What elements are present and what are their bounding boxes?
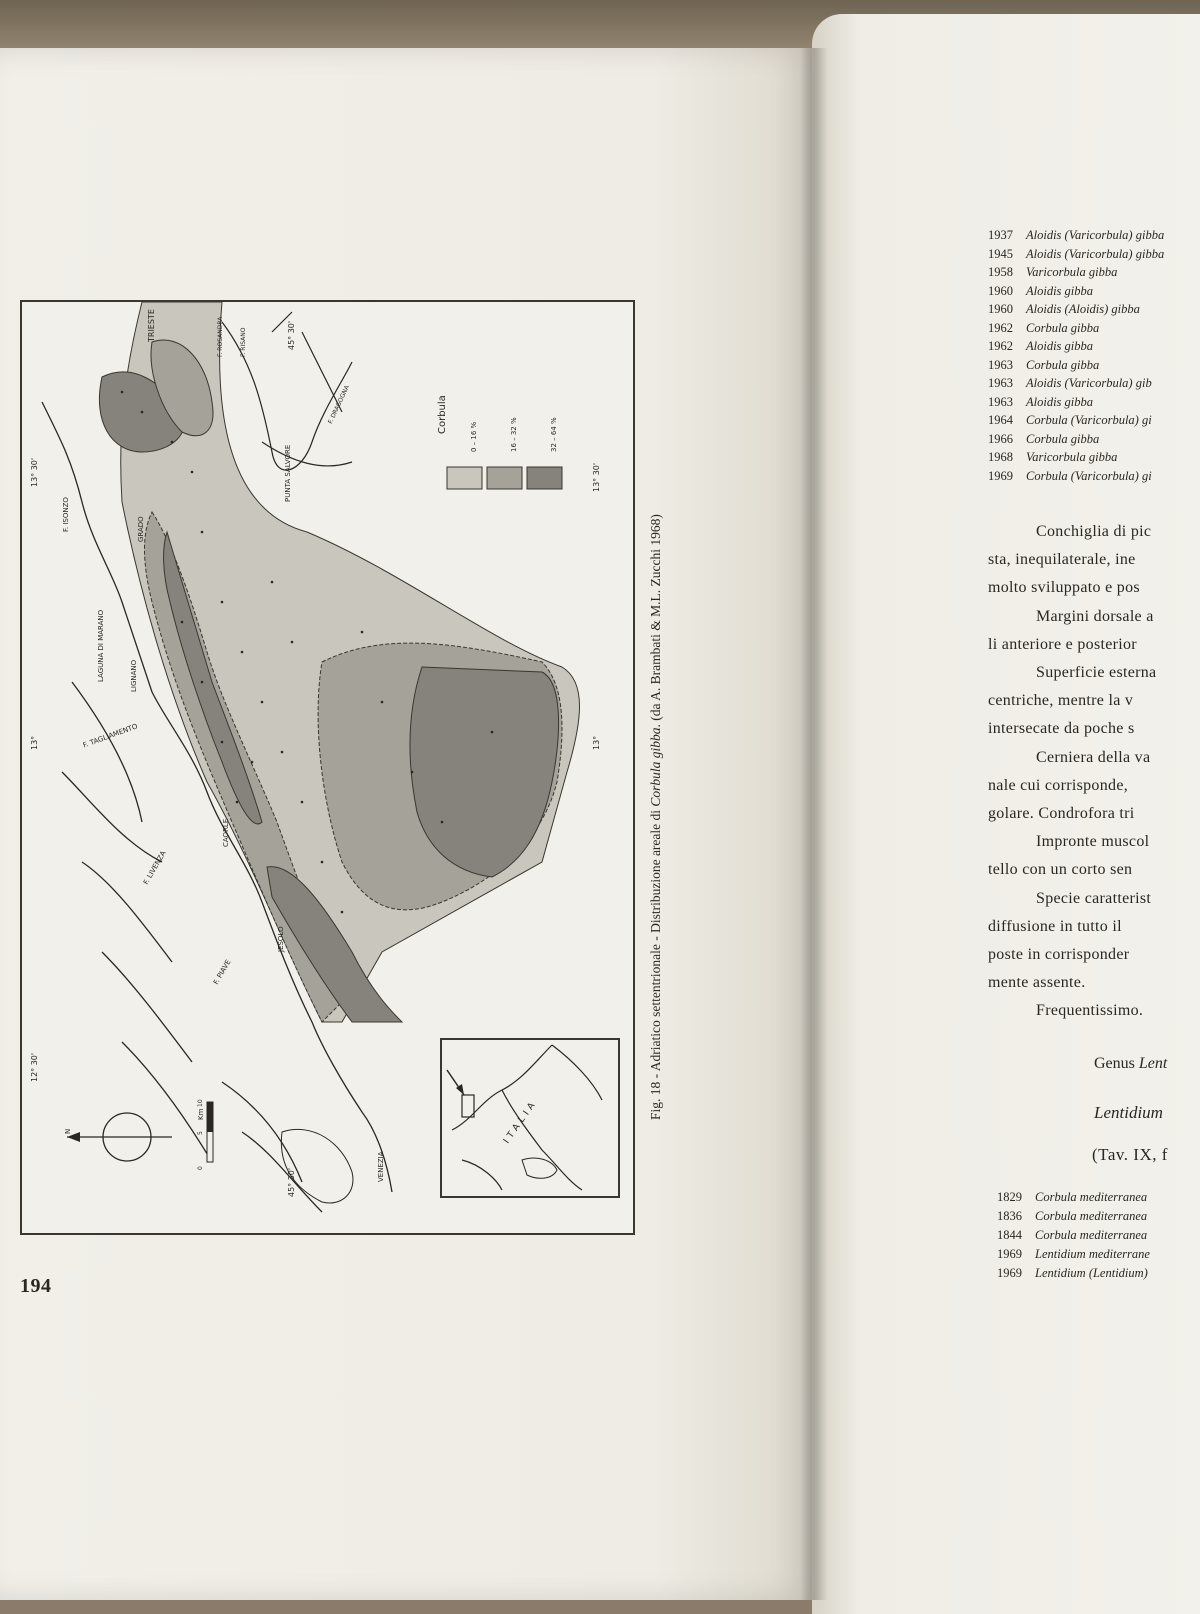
body-line: molto sviluppato e pos <box>988 579 1140 597</box>
body-line: diffusione in tutto il <box>988 917 1122 935</box>
list-item: 1937 Aloidis (Varicorbula) gibba <box>988 228 1165 242</box>
label-tagliamento: F. TAGLIAMENTO <box>82 722 139 750</box>
coord-lon-1330-left: 13° 30' <box>30 457 39 487</box>
list-item: 1958 Varicorbula gibba <box>988 265 1118 279</box>
label-lignano: LIGNANO <box>130 659 138 692</box>
compass-icon <box>67 1113 172 1161</box>
coord-lon-1330-right: 13° 30' <box>592 462 601 492</box>
scale-label: Km <box>197 1108 205 1120</box>
description-body <box>988 518 1200 1026</box>
list-item: 1836 Corbula mediterranea <box>997 1209 1148 1223</box>
list-item: 1960 Aloidis (Aloidis) gibba <box>988 302 1140 316</box>
list-item: 1964 Corbula (Varicorbula) gi <box>988 413 1152 427</box>
coord-lon-13-right: 13° <box>592 735 601 750</box>
figure-caption <box>648 514 664 1120</box>
body-line: Superficie esterna <box>1036 664 1157 682</box>
list-item: 1968 Varicorbula gibba <box>988 450 1118 464</box>
body-line: li anteriore e posterior <box>988 635 1137 653</box>
list-item: 1960 Aloidis gibba <box>988 283 1094 298</box>
list-item: 1963 Aloidis (Varicorbula) gib <box>988 376 1152 390</box>
scale-tick-0: 0 <box>197 1166 204 1170</box>
body-line: mente assente. <box>988 974 1086 992</box>
list-item: 1962 Corbula gibba <box>988 320 1100 335</box>
body-line: sta, inequilaterale, ine <box>988 551 1136 569</box>
list-item: 1962 Aloidis gibba <box>988 339 1094 353</box>
legend-swatches <box>447 467 562 489</box>
legend-label-2: 16 – 32 % <box>510 417 518 452</box>
label-italia: ITALIA <box>502 1097 540 1146</box>
caption-suffix: . (da A. Brambati & M.L. Zucchi 1968) <box>648 514 663 728</box>
body-line: intersecate da poche s <box>988 720 1135 738</box>
list-item: 1969 Lentidium (Lentidium) <box>997 1266 1148 1280</box>
legend-title: Corbula <box>437 395 448 434</box>
book-gutter <box>800 48 828 1600</box>
scale-tick-10: 10 <box>197 1099 204 1107</box>
label-rosandra: F. ROSANDRA <box>217 316 224 357</box>
caption-prefix: Fig. 18 - Adriatico settentrionale - Distribuzione areale di <box>648 806 663 1120</box>
page-number: 194 <box>20 1275 52 1297</box>
label-livenza: F. LIVENZA <box>142 849 168 886</box>
label-grado: GRADO <box>137 516 145 542</box>
body-line: Specie caratterist <box>1036 889 1152 907</box>
body-line: nale cui corrisponde, <box>988 776 1129 794</box>
caption-species: Corbula gibba <box>648 727 663 807</box>
body-line: Cerniera della va <box>1036 748 1151 766</box>
label-venezia: VENEZIA <box>377 1151 385 1182</box>
genus-heading: Genus Lent <box>1094 1055 1168 1072</box>
body-line: golare. Condrofora tri <box>988 805 1135 823</box>
label-piave: F. PIAVE <box>212 958 233 986</box>
coord-lat-top: 45° 30' <box>287 320 296 350</box>
legend-label-1: 0 – 16 % <box>470 421 478 452</box>
body-line: Impronte muscol <box>1036 833 1150 851</box>
label-jesolo: JESOLO <box>277 926 285 952</box>
coord-lon-1230: 12° 30' <box>30 1052 39 1082</box>
synonym-list-lentidium <box>997 1188 1200 1283</box>
inset-map-svg <box>442 1040 618 1196</box>
body-line: Conchiglia di pic <box>1036 523 1152 540</box>
scale-bar <box>207 1102 213 1162</box>
north-label: N <box>64 1128 72 1134</box>
label-risano: F. RISANO <box>240 327 247 357</box>
label-isonzo: F. ISONZO <box>62 497 70 532</box>
coord-lat-bottom: 45° 30' <box>287 1167 296 1197</box>
body-line: centriche, mentre la v <box>988 692 1134 710</box>
label-caorle: CAORLE <box>222 818 230 847</box>
list-item: 1945 Aloidis (Varicorbula) gibba <box>988 246 1165 261</box>
list-item: 1829 Corbula mediterranea <box>997 1190 1148 1204</box>
list-item: 1969 Lentidium mediterrane <box>997 1247 1150 1261</box>
list-item: 1969 Corbula (Varicorbula) gi <box>988 468 1152 483</box>
body-line: tello con un corto sen <box>988 861 1133 879</box>
list-item: 1963 Corbula gibba <box>988 357 1100 372</box>
label-trieste: TRIESTE <box>147 309 156 342</box>
list-item: 1844 Corbula mediterranea <box>997 1228 1148 1242</box>
coord-lon-13-left: 13° <box>30 735 39 750</box>
body-line: Frequentissimo. <box>1036 1002 1144 1020</box>
synonym-list-corbula <box>988 226 1200 485</box>
inset-map-italy <box>440 1038 620 1198</box>
label-punta-salvore: PUNTA SALVORE <box>284 444 292 502</box>
list-item: 1963 Aloidis gibba <box>988 394 1094 409</box>
label-dragogna: F. DRAGOGNA <box>327 384 351 425</box>
body-line: poste in corrisponder <box>988 946 1130 964</box>
species-heading: Lentidium <box>1094 1103 1163 1122</box>
legend-label-3: 32 – 64 % <box>550 417 558 452</box>
scale-tick-5: 5 <box>197 1131 204 1135</box>
body-line: Margini dorsale a <box>1036 607 1154 625</box>
plate-reference: (Tav. IX, f <box>1092 1145 1168 1164</box>
label-laguna-marano: LAGUNA DI MARANO <box>97 609 105 682</box>
list-item: 1966 Corbula gibba <box>988 431 1100 446</box>
